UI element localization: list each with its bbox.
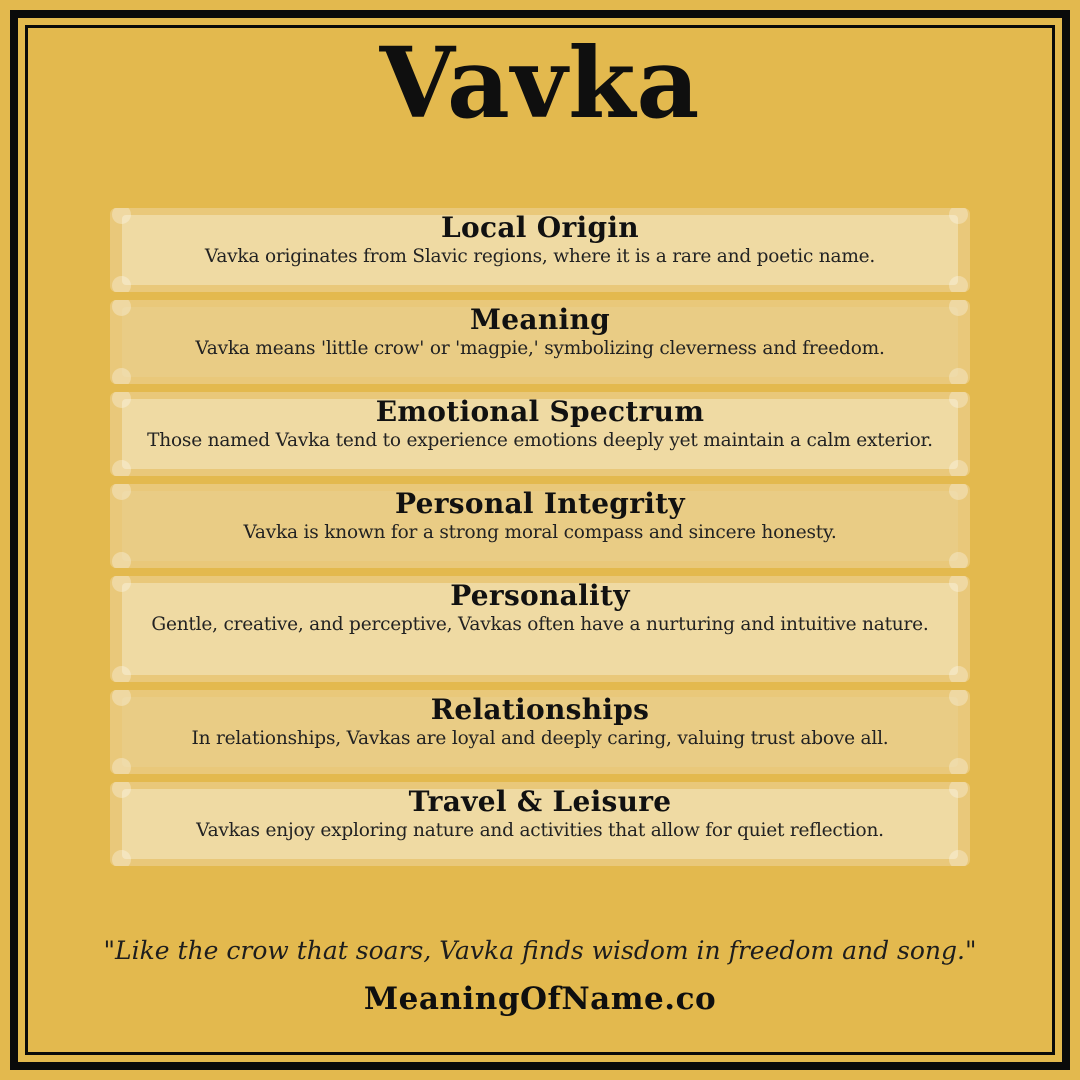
corner-dot: [949, 666, 968, 682]
corner-dot: [949, 460, 968, 476]
section-heading: Meaning: [470, 303, 610, 336]
corner-dot: [112, 666, 131, 682]
panel-content: [110, 690, 970, 750]
corner-dot: [112, 552, 131, 568]
section-panel-meaning: [110, 300, 970, 384]
section-panel-personality: [110, 576, 970, 682]
corner-dot: [112, 368, 131, 384]
section-body: Vavka originates from Slavic regions, where it is a rare and poetic name.: [204, 245, 876, 267]
section-heading: Personal Integrity: [395, 487, 685, 520]
corner-dot: [949, 368, 968, 384]
section-heading: Local Origin: [441, 211, 639, 244]
section-body: Vavka means 'little crow' or 'magpie,' symbolizing cleverness and freedom.: [195, 337, 885, 359]
section-panel-emotional-spectrum: [110, 392, 970, 476]
section-heading: Emotional Spectrum: [375, 395, 705, 428]
corner-dot: [112, 850, 131, 866]
section-heading: Personality: [450, 579, 630, 612]
corner-dot: [112, 758, 131, 774]
panel-content: [110, 208, 970, 268]
corner-dot: [949, 552, 968, 568]
page-title: Vavka: [379, 26, 701, 140]
sections-list: [110, 208, 970, 866]
section-panel-local-origin: [110, 208, 970, 292]
section-body: In relationships, Vavkas are loyal and deeply caring, valuing trust above all.: [191, 727, 889, 749]
panel-content: [110, 576, 970, 636]
corner-dot: [949, 276, 968, 292]
section-heading: Relationships: [430, 693, 650, 726]
panel-content: [110, 782, 970, 842]
quote-text: "Like the crow that soars, Vavka finds wisdom in freedom and song.": [103, 936, 977, 965]
corner-dot: [949, 758, 968, 774]
section-panel-personal-integrity: [110, 484, 970, 568]
panel-content: [110, 392, 970, 452]
corner-dot: [949, 850, 968, 866]
corner-dot: [112, 460, 131, 476]
brand-name: MeaningOfName.co: [363, 981, 717, 1017]
section-panel-travel-leisure: [110, 782, 970, 866]
panel-content: [110, 484, 970, 544]
corner-dot: [112, 276, 131, 292]
section-panel-relationships: [110, 690, 970, 774]
section-heading: Travel & Leisure: [408, 785, 672, 818]
section-body: Gentle, creative, and perceptive, Vavkas often have a nurturing and intuitive nature.: [151, 613, 929, 635]
section-body: Vavka is known for a strong moral compass and sincere honesty.: [243, 521, 837, 543]
section-body: Those named Vavka tend to experience emotions deeply yet maintain a calm exterior.: [147, 429, 933, 451]
panel-content: [110, 300, 970, 360]
section-body: Vavkas enjoy exploring nature and activities that allow for quiet reflection.: [196, 819, 884, 841]
